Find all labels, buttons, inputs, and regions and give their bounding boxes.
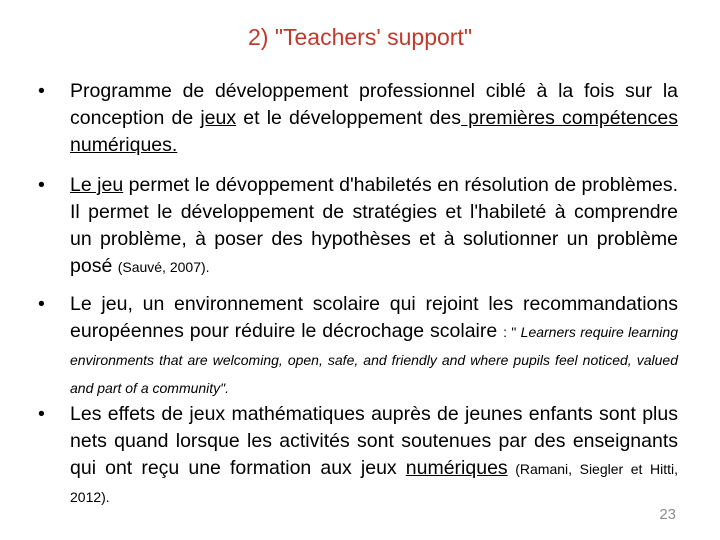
citation: (Sauvé, 2007). [117, 259, 210, 275]
quote-text: Learners require learning environments that are welcoming, open, safe, and friendly and where pupils feel noticed, valued and part of a community". [70, 324, 678, 396]
underlined-term: jeux [200, 107, 237, 129]
page-number: 23 [659, 506, 676, 523]
underlined-term: Le jeu [70, 174, 124, 196]
bullet-text-part: Programme de développement professionnel ciblé à la fois sur la conception de [70, 80, 678, 129]
bullet-text [70, 401, 678, 511]
bullet-text-part: Le jeu, un environnement scolaire qui rejoint les recommandations européennes pour réduire le décrochage scolaire [70, 293, 678, 342]
bullet-marker: • [38, 174, 45, 196]
bullet-text [70, 291, 678, 402]
slide-title: 2) "Teachers' support" [248, 24, 472, 50]
bullet-text [70, 78, 678, 159]
quote-open: : " [503, 324, 521, 340]
bullet-marker: • [38, 403, 45, 425]
underlined-term: numériques [405, 457, 508, 479]
bullet-text [70, 172, 678, 281]
bullet-text-part: Les effets de jeux mathématiques auprès de jeunes enfants sont plus nets quand lorsque les activités sont soutenues par des enseignants qui ont reçu une formation aux jeux [70, 403, 678, 479]
bullet-text-part: permet le dévoppement d'habiletés en résolution de problèmes. Il permet le développement de stratégies et l'habileté à comprendre un problème, à poser des hypothèses et à solutionner un problème posé [70, 174, 678, 277]
bullet-marker: • [38, 293, 45, 315]
citation: (Ramani, Siegler et Hitti, 2012). [70, 461, 678, 505]
bullet-text-part: et le développement des [236, 107, 461, 129]
underlined-term: premières compétences numériques. [70, 107, 678, 156]
bullet-marker: • [38, 80, 45, 102]
